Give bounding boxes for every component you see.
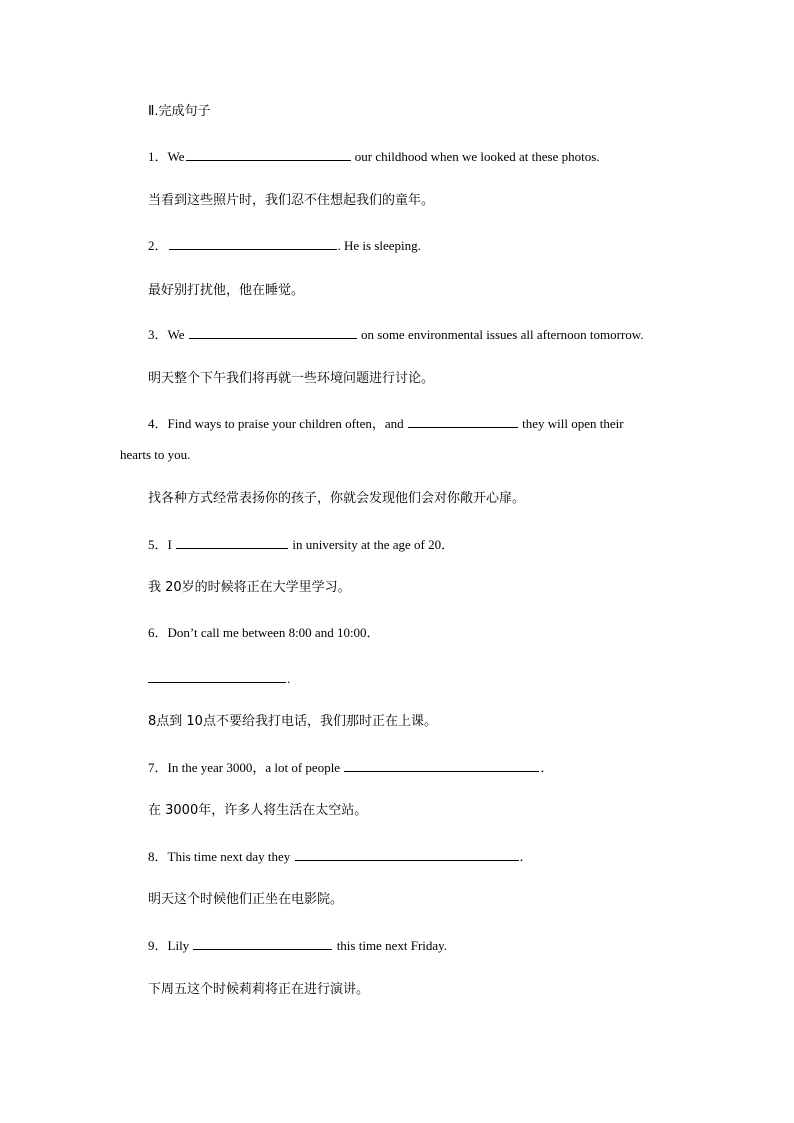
item-prefix: Don’t call me between 8:00 and 10:00． xyxy=(167,625,380,640)
section-title: Ⅱ.完成句子 xyxy=(148,104,211,119)
item-number: 2． xyxy=(148,238,168,253)
item-suffix: ． xyxy=(540,760,554,775)
answer-blank[interactable] xyxy=(193,937,332,950)
item-suffix: on some environmental issues all afternoon tomorrow. xyxy=(357,327,644,342)
answer-tail: . xyxy=(287,671,291,686)
item-prefix: I xyxy=(167,537,176,552)
item-6-translation: 8点到 10点不要给我打电话，我们那时正在上课。 xyxy=(148,714,437,729)
item-suffix: our childhood when we looked at these photos. xyxy=(351,149,600,164)
item-suffix: . He is sleeping. xyxy=(337,238,421,253)
item-7-translation: 在 3000年，许多人将生活在太空站。 xyxy=(148,803,368,818)
item-number: 1． xyxy=(148,149,168,164)
answer-blank[interactable] xyxy=(176,536,288,549)
item-2-sentence xyxy=(148,237,421,254)
item-number: 4． xyxy=(148,416,168,431)
item-6-sentence xyxy=(148,625,380,641)
item-number: 6． xyxy=(148,625,168,640)
item-5-translation: 我 20岁的时候将正在大学里学习。 xyxy=(148,580,351,595)
item-2-translation: 最好别打扰他，他在睡觉。 xyxy=(148,283,305,298)
item-number: 3． xyxy=(148,327,168,342)
item-number: 7． xyxy=(148,760,168,775)
answer-blank[interactable] xyxy=(189,326,357,339)
item-number: 5． xyxy=(148,537,168,552)
item-1-translation: 当看到这些照片时，我们忍不住想起我们的童年。 xyxy=(148,193,435,208)
item-4-continuation: hearts to you. xyxy=(120,447,191,462)
item-number: 9． xyxy=(148,938,168,953)
item-8-sentence xyxy=(148,848,533,865)
item-8-translation: 明天这个时候他们正坐在电影院。 xyxy=(148,892,344,907)
item-suffix: they will open their xyxy=(518,416,624,431)
item-4-sentence xyxy=(148,415,674,432)
item-suffix: in university at the age of 20． xyxy=(289,537,455,552)
item-3-translation: 明天整个下午我们将再就一些环境问题进行讨论。 xyxy=(148,371,435,386)
item-3-sentence xyxy=(148,326,644,343)
answer-blank[interactable] xyxy=(186,148,351,161)
item-suffix: this time next Friday. xyxy=(333,938,448,953)
item-prefix: Find ways to praise your children often，and xyxy=(167,416,407,431)
item-prefix: In the year 3000，a lot of people xyxy=(167,760,344,775)
answer-blank[interactable] xyxy=(295,848,519,861)
item-5-sentence xyxy=(148,536,454,553)
item-prefix: Lily xyxy=(167,938,193,953)
item-6-answer-line xyxy=(148,670,290,687)
item-7-sentence xyxy=(148,759,553,776)
item-9-translation: 下周五这个时候莉莉将正在进行演讲。 xyxy=(148,982,370,997)
answer-blank[interactable] xyxy=(148,670,286,683)
answer-blank[interactable] xyxy=(169,237,337,250)
item-9-sentence xyxy=(148,937,447,954)
item-prefix: We xyxy=(167,327,188,342)
answer-blank[interactable] xyxy=(408,415,518,428)
item-prefix: We xyxy=(167,149,185,164)
item-suffix: ． xyxy=(519,849,533,864)
item-number: 8． xyxy=(148,849,168,864)
item-1-sentence xyxy=(148,148,600,165)
answer-blank[interactable] xyxy=(344,759,539,772)
item-4-translation: 找各种方式经常表扬你的孩子，你就会发现他们会对你敞开心扉。 xyxy=(148,491,526,506)
item-prefix: This time next day they xyxy=(167,849,294,864)
